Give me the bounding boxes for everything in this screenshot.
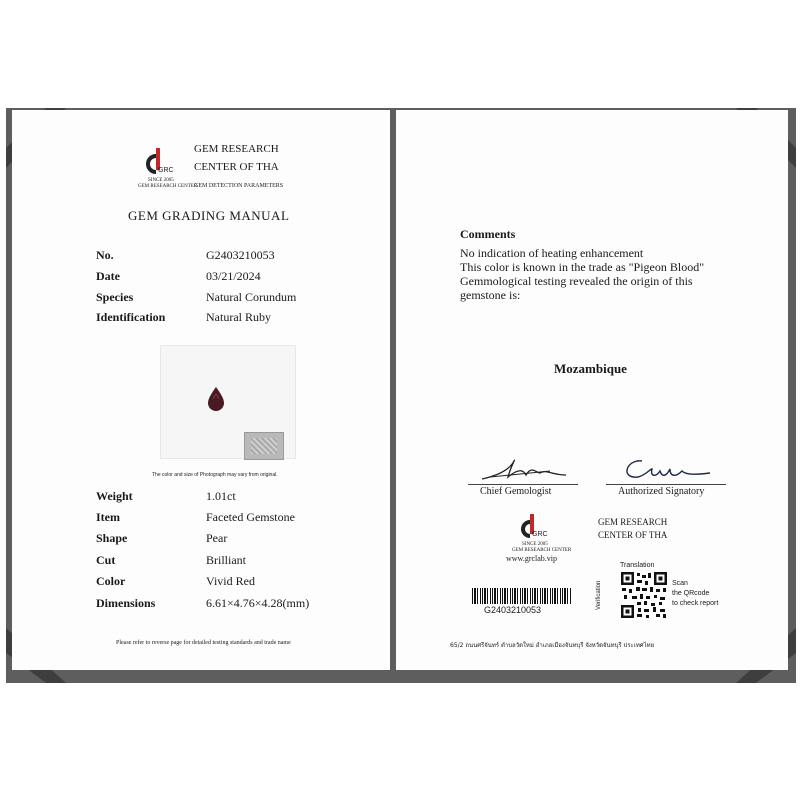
field-value: 03/21/2024 [206,269,261,283]
field-value: Natural Ruby [206,310,271,324]
document-title: GEM GRADING MANUAL [128,208,290,223]
field-label: Color [96,574,126,588]
comments-heading: Comments [460,227,516,241]
chief-gemologist-signature [480,455,570,485]
field-value: Faceted Gemstone [206,510,295,524]
right-page [396,110,788,670]
field-value: Natural Corundum [206,290,297,304]
comment-line: Gemmological testing revealed the origin of this [460,274,693,288]
field-label: Weight [96,489,133,503]
field-value: Brilliant [206,553,246,567]
logo-since: SINCE 2005 [522,542,548,547]
qr-instruction: the QRcode [672,590,710,597]
qr-instruction: Scan [672,580,688,587]
logo-since: SINCE 2005 [148,178,174,183]
address: 65/2 ถนนศรีจันทร์ ตำบลวัดใหม่ อำเภอเมืองจันทบุรี จังหวัดจันทบุรี ประเทศไทย [450,642,655,649]
field-label: No. [96,248,114,262]
signature-line [606,484,726,485]
field-label: Species [96,290,134,304]
org-name-line1: GEM RESEARCH [194,143,279,155]
org-name-line2: CENTER OF THA [194,161,279,173]
field-value: 6.61×4.76×4.28(mm) [206,596,310,610]
footer-note: Please refer to reverse page for detailed testing standards and trade name [116,640,291,646]
org-name-line2: CENTER OF THA [598,530,668,540]
authorized-signatory-signature [616,455,716,485]
org-name-line1: GEM RESEARCH [598,517,668,527]
qr-code-icon [620,571,668,619]
field-value: 1.01ct [206,489,236,503]
field-value: G2403210053 [206,248,275,262]
left-page [12,110,390,670]
barcode-number: G2403210053 [484,605,542,615]
authorized-signatory-label: Authorized Signatory [618,486,705,497]
field-label: Item [96,510,120,524]
chief-gemologist-label: Chief Gemologist [480,486,552,497]
comment-line: No indication of heating enhancement [460,246,644,260]
field-label: Shape [96,531,128,545]
qr-side-label: Verification [596,580,602,610]
barcode [472,588,572,604]
origin-value: Mozambique [554,361,627,376]
qr-top-label: Translation [620,562,655,569]
field-label: Cut [96,553,116,567]
signature-line [468,484,578,485]
org-subtitle: GEM DETECTION PARAMETERS [194,183,284,189]
logo-text: GRC [532,531,548,538]
logo-caption: GEM RESEARCH CENTER [138,184,198,189]
field-value: Vivid Red [206,574,255,588]
gem-pear-icon [207,386,225,412]
field-label: Dimensions [96,596,156,610]
logo-text: GRC [158,167,174,174]
comment-line: gemstone is: [460,288,521,302]
qr-instruction: to check report [672,600,719,607]
field-value: Pear [206,531,228,545]
hologram-seal [244,432,284,460]
comment-line: This color is known in the trade as "Pigeon Blood" [460,260,705,274]
photo-note: The color and size of Photograph may vary from original. [152,472,278,478]
field-label: Identification [96,310,166,324]
logo-caption: GEM RESEARCH CENTER [512,548,572,553]
field-label: Date [96,269,120,283]
website: www.grclab.vip [506,554,558,563]
